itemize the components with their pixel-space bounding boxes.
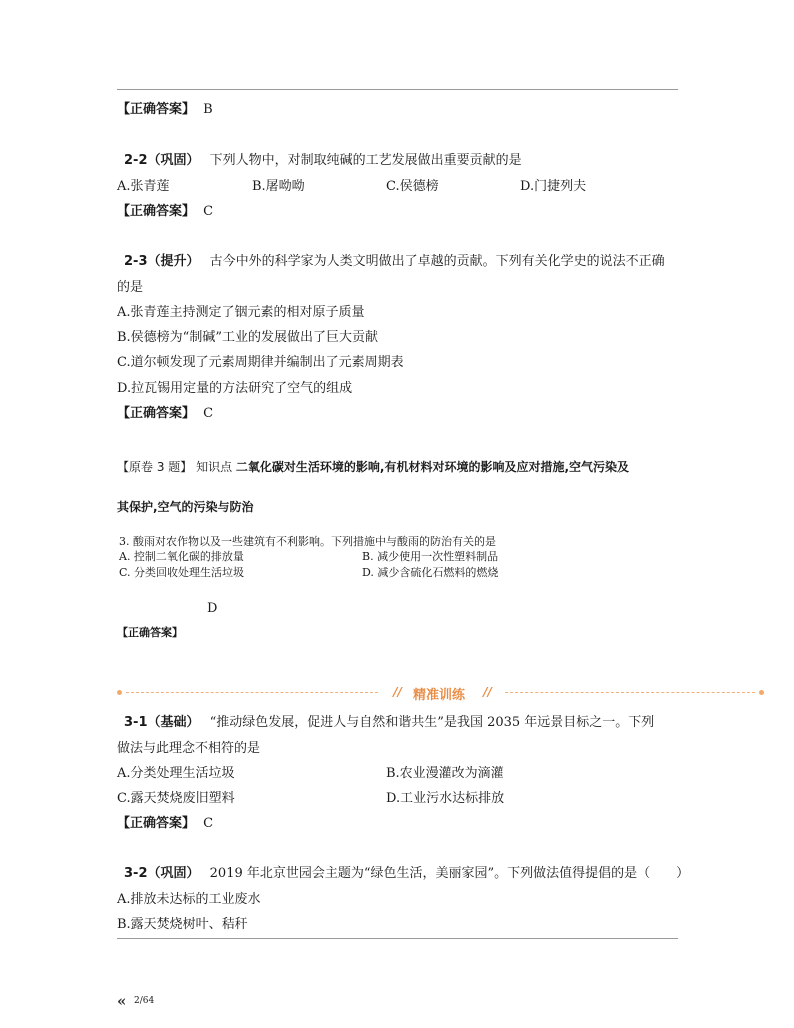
question-tag: （巩固）: [147, 153, 200, 168]
question-text-continued: 做法与此理念不相符的是: [117, 741, 261, 756]
option-c: C.露天焚烧废旧塑料: [117, 791, 235, 806]
banner-title: 精准训练: [413, 688, 466, 703]
answer-row: [117, 98, 213, 117]
option-c: C.道尔顿发现了元素周期律并编制出了元素周期表: [117, 355, 404, 370]
option-b: B.屠呦呦: [252, 179, 305, 194]
answer-label: 【正确答案】: [117, 406, 196, 421]
original-question-heading: [117, 458, 629, 475]
knowledge-points: 二氧化碳对生活环境的影响,有机材料对环境的影响及应对措施,空气污染及: [235, 460, 630, 474]
question-number: 3-2: [124, 866, 148, 881]
answer-value: D: [207, 601, 218, 616]
banner-slash-icon: //: [483, 685, 492, 699]
answer-value: C: [203, 406, 214, 421]
question-3-2-stem: [124, 862, 689, 881]
question-text: 古今中外的科学家为人类文明做出了卓越的贡献。下列有关化学史的说法不正确: [209, 254, 665, 269]
question-tag: （巩固）: [147, 866, 200, 881]
answer-label: 【正确答案】: [117, 626, 183, 639]
option-d: D.工业污水达标排放: [386, 791, 505, 806]
question-number: 3-1: [124, 715, 148, 730]
banner-line-left: [126, 692, 378, 693]
original-question-stem: 3. 酸雨对农作物以及一些建筑有不利影响。下列措施中与酸雨的防治有关的是: [119, 535, 496, 548]
option-b: B.农业漫灌改为滴灌: [386, 766, 504, 781]
top-divider: [117, 89, 678, 90]
question-number: 2-2: [124, 153, 148, 168]
option-b: B.露天焚烧树叶、秸秆: [117, 917, 248, 932]
option-a: A. 控制二氧化碳的排放量: [119, 550, 244, 563]
answer-value: C: [203, 204, 214, 219]
question-2-2-stem: [124, 149, 522, 168]
question-text: “推动绿色发展，促进人与自然和谐共生”是我国 2035 年远景目标之一。下列: [209, 715, 655, 730]
answer-row: [117, 200, 213, 219]
bottom-divider: [117, 938, 678, 939]
question-3-1-stem: [124, 711, 654, 730]
option-d: D.门捷列夫: [520, 179, 587, 194]
option-a: A.排放未达标的工业废水: [117, 892, 261, 907]
option-a: A.张青莲: [117, 179, 170, 194]
answer-row: [117, 812, 213, 831]
question-text: 2019 年北京世园会主题为“绿色生活，美丽家园”。下列做法值得提倡的是（ ）: [209, 866, 690, 881]
double-chevron-left-icon[interactable]: «: [117, 992, 127, 1010]
option-d: D. 减少含硫化石燃料的燃烧: [362, 566, 499, 579]
question-text: 下列人物中，对制取纯碱的工艺发展做出重要贡献的是: [209, 153, 522, 168]
banner-dot-left: [117, 690, 122, 695]
answer-label: 【正确答案】: [117, 102, 196, 117]
knowledge-points-continued: 其保护,空气的污染与防治: [117, 500, 254, 514]
banner-slash-icon: //: [393, 685, 402, 699]
question-tag: （提升）: [147, 254, 200, 269]
banner-dot-right: [759, 690, 764, 695]
option-b: B.侯德榜为“制碱”工业的发展做出了巨大贡献: [117, 330, 378, 345]
option-a: A.张青莲主持测定了铟元素的相对原子质量: [117, 305, 365, 320]
answer-label: 【正确答案】: [117, 816, 196, 831]
question-number: 2-3: [124, 254, 148, 269]
page-number: 2/64: [134, 996, 155, 1006]
option-b: B. 减少使用一次性塑料制品: [362, 550, 499, 563]
option-c: C. 分类回收处理生活垃圾: [119, 566, 245, 579]
question-text-continued: 的是: [117, 280, 144, 295]
question-2-3-stem: [124, 250, 665, 269]
banner-line-right: [505, 692, 755, 693]
answer-value: C: [203, 816, 214, 831]
question-tag: （基础）: [147, 715, 200, 730]
option-a: A.分类处理生活垃圾: [117, 766, 235, 781]
answer-label: 【正确答案】: [117, 204, 196, 219]
answer-row: [117, 402, 213, 421]
option-d: D.拉瓦锡用定量的方法研究了空气的组成: [117, 381, 353, 396]
option-c: C.侯德榜: [386, 179, 439, 194]
heading-prefix: 【原卷 3 题】 知识点: [117, 460, 236, 474]
answer-value: B: [203, 102, 213, 117]
